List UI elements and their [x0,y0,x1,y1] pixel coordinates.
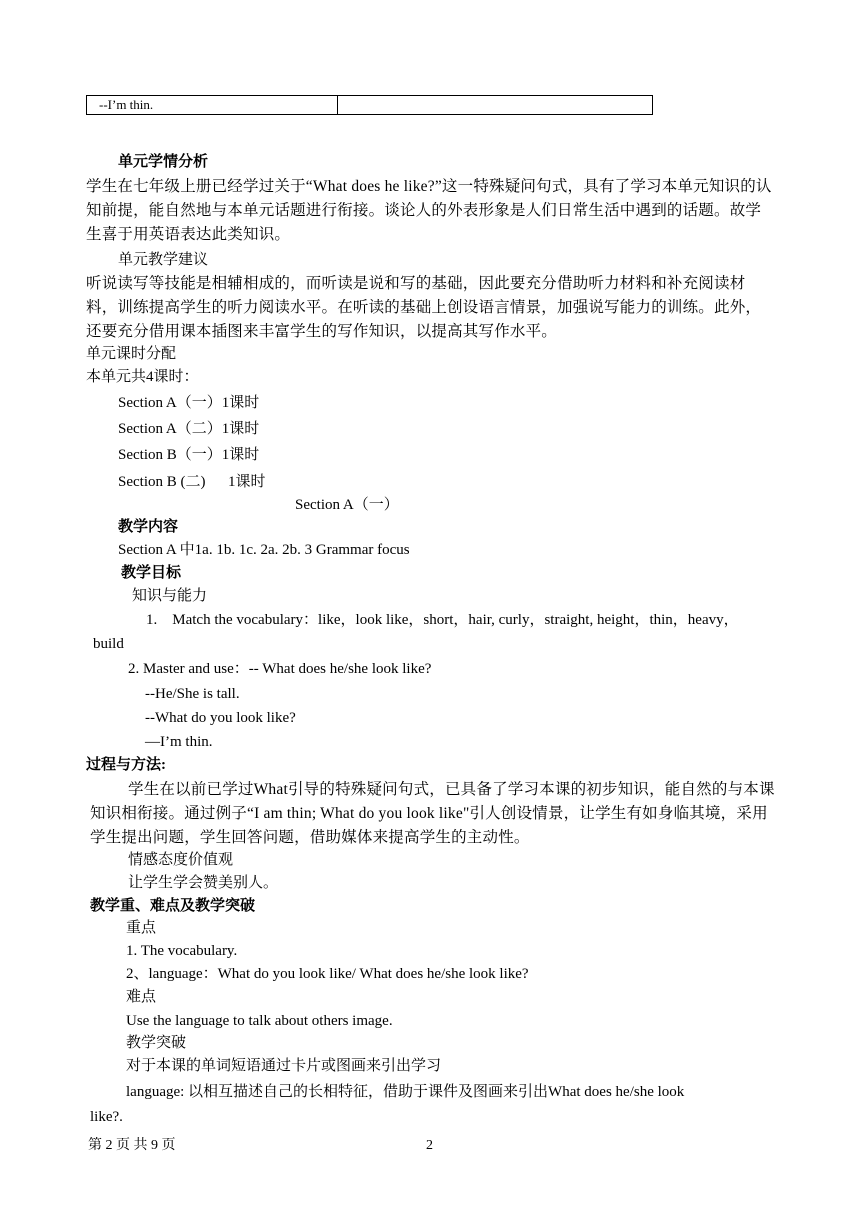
goal-item-2: 2. Master and use：-- What does he/she look like? [128,661,432,677]
dialogue-line: --What do you look like? [145,710,296,726]
goal-item-1-cont: build [93,636,124,652]
top-table [86,95,653,115]
breakthrough-text-2-cont: like?. [90,1109,123,1125]
difficulty-text: Use the language to talk about others image. [126,1013,393,1029]
breakthrough-text-2: language: 以相互描述自己的长相特征，借助于课件及图画来引出What does he/she look [126,1084,685,1100]
schedule-intro: 本单元共4课时： [86,369,199,385]
focus-item-1: 1. The vocabulary. [126,943,238,959]
breakthrough-text-1: 对于本课的单词短语通过卡片或图画来引出学习 [126,1058,442,1074]
content-text: Section A 中1a. 1b. 1c. 2a. 2b. 3 Grammar focus [118,542,410,558]
schedule-item: Section A（一）1课时 [118,395,260,411]
section-heading-schedule: 单元课时分配 [86,346,177,362]
goal-heading: 教学目标 [121,565,182,581]
emotion-text: 让学生学会赞美别人。 [128,875,279,891]
section-heading-suggestion: 单元教学建议 [118,252,209,268]
table-row [87,96,653,115]
analysis-paragraph: 学生在七年级上册已经学过关于“What does he like?”这一特殊疑问句式，具有了学习本单元知识的认知前提，能自然地与本单元话题进行衔接。谈论人的外表形象是人们日常生活中遇到的话题。故学生喜于用英语表达此类知识。 [86,178,772,243]
schedule-item: Section B（一）1课时 [118,447,260,463]
schedule-item: Section A（二）1课时 [118,421,260,437]
page-number: 2 [426,1138,433,1153]
difficulty-heading: 难点 [126,989,157,1005]
process-paragraph: 学生在以前已学过What引导的特殊疑问句式，已具备了学习本课的初步知识，能自然的与本课知识相衔接。通过例子“I am thin; What do you look like"引人创设情景，让学生有如身临其境，采用学生提出问题，学生回答问题，借助媒体来提高学生的主动性。 [90,781,775,846]
table-cell: --I’m thin. [87,96,338,115]
breakthrough-heading: 教学突破 [126,1035,187,1051]
table-cell [338,96,653,115]
emotion-heading: 情感态度价值观 [128,852,234,868]
process-heading: 过程与方法: [86,757,166,773]
suggestion-paragraph: 听说读写等技能是相辅相成的，而听读是说和写的基础，因此要充分借助听力材料和补充阅读材料，训练提高学生的听力阅读水平。在听读的基础上创设语言情景，加强说写能力的训练。此外，还要充分借用课本插图来丰富学生的写作知识，以提高其写作水平。 [86,275,762,340]
dialogue-line: --He/She is tall. [145,686,240,702]
key-points-heading: 教学重、难点及教学突破 [90,898,256,914]
goal-item-1: 1. Match the vocabulary：like，look like，short，hair, curly，straight, height，thin，heavy， [146,612,739,628]
lesson-title: Section A（一） [295,497,399,513]
knowledge-heading: 知识与能力 [132,588,208,604]
dialogue-line: —I’m thin. [145,734,213,750]
section-heading-analysis: 单元学情分析 [118,154,209,170]
schedule-item: Section B (二) 1课时 [118,474,266,490]
focus-item-2: 2、language：What do you look like/ What does he/she look like? [126,966,529,982]
content-heading: 教学内容 [118,519,179,535]
focus-heading: 重点 [126,920,157,936]
page-info: 第 2 页 共 9 页 [88,1138,176,1153]
